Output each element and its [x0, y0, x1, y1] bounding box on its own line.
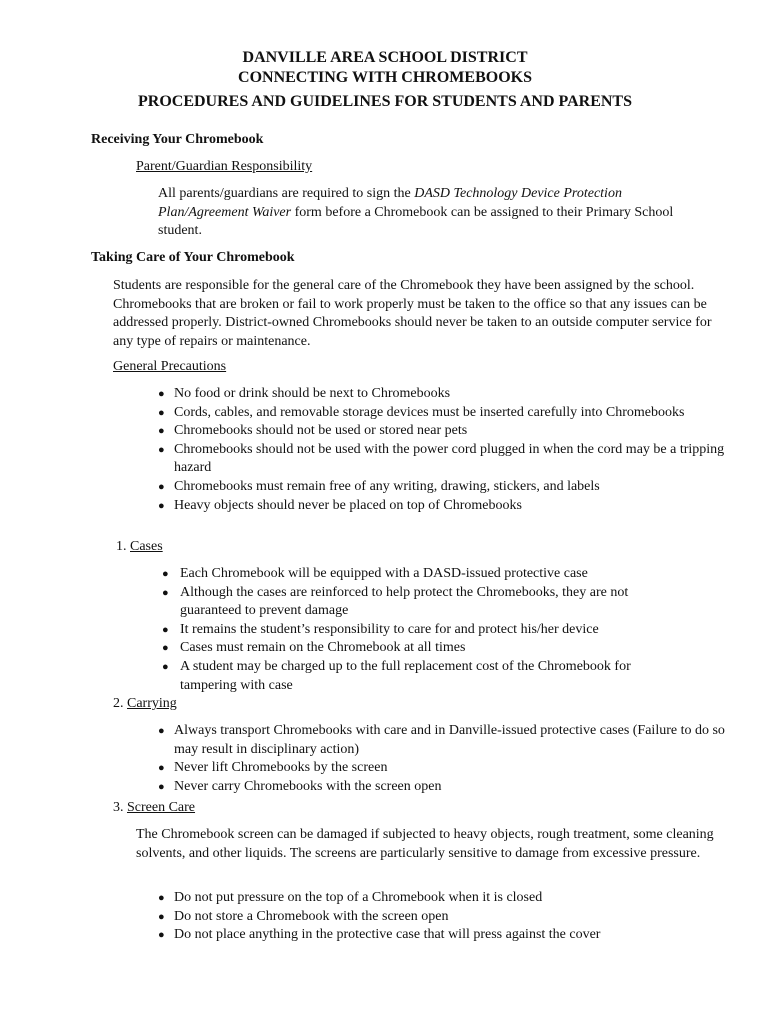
carrying-list — [152, 722, 727, 796]
section-number: 3. — [113, 800, 124, 815]
cases-list — [158, 565, 688, 695]
list-item: ● No food or drink should be next to Chromebooks — [152, 385, 727, 404]
district-title: DANVILLE AREA SCHOOL DISTRICT — [242, 49, 528, 66]
list-item: ● Always transport Chromebooks with care and in Danville-issued protective cases (Failure to do so may result in disciplinary action) — [152, 722, 727, 759]
care-paragraph: Students are responsible for the general care of the Chromebook they have been assigned by the school. Chromebooks that are broken or fail to work properly must be taken to the office so that any issues can be addressed properly. District-owned Chromebooks should never be taken to an outside computer service for any type of repairs or maintenance. — [113, 278, 712, 349]
section-title: Carrying — [127, 696, 177, 711]
screen-care-paragraph: The Chromebook screen can be damaged if subjected to heavy objects, rough treatment, some cleaning solvents, and other liquids. The screens are particularly sensitive to damage from excessive pressure. — [136, 827, 714, 861]
list-item: ● A student may be charged up to the full replacement cost of the Chromebook for tampering with case — [158, 658, 688, 695]
list-item: ● Chromebooks should not be used with the power cord plugged in when the cord may be a tripping hazard — [152, 441, 727, 478]
list-item: ● Cords, cables, and removable storage devices must be inserted carefully into Chromebooks — [152, 404, 727, 423]
precautions-subheading: General Precautions — [113, 359, 227, 374]
program-title: CONNECTING WITH CHROMEBOOKS — [238, 69, 532, 86]
section-title: Screen Care — [127, 800, 196, 815]
parent-text-start: All parents/guardians are required to sign the — [158, 186, 415, 201]
screen-care-heading — [113, 799, 195, 817]
section-number: 2. — [113, 696, 124, 711]
list-item: ● Heavy objects should never be placed on top of Chromebooks — [152, 497, 727, 516]
section-title: Cases — [130, 539, 163, 554]
list-item: ● It remains the student’s responsibility to care for and protect his/her device — [158, 621, 688, 640]
section-number: 1. — [116, 539, 127, 554]
list-item: ● Never carry Chromebooks with the screen open — [152, 778, 727, 797]
list-item: ● Each Chromebook will be equipped with a DASD-issued protective case — [158, 565, 688, 584]
parent-text-end: form before a Chromebook can be assigned to their Primary School student. — [158, 204, 674, 238]
list-item: ● Never lift Chromebooks by the screen — [152, 759, 727, 778]
list-item: ● Do not put pressure on the top of a Chromebook when it is closed — [152, 889, 727, 908]
list-item: ● Cases must remain on the Chromebook at all times — [158, 639, 688, 658]
list-item: ● Do not store a Chromebook with the screen open — [152, 908, 727, 927]
parent-responsibility-subheading: Parent/Guardian Responsibility — [136, 159, 313, 174]
list-item: ● Do not place anything in the protective case that will press against the cover — [152, 926, 727, 945]
list-item: ● Chromebooks should not be used or stored near pets — [152, 422, 727, 441]
care-heading: Taking Care of Your Chromebook — [91, 250, 295, 265]
list-item: ● Chromebooks must remain free of any writing, drawing, stickers, and labels — [152, 478, 727, 497]
precautions-list — [152, 385, 727, 515]
waiver-form-name: DASD Technology Device Protection Plan/Agreement Waiver — [158, 186, 622, 220]
screen-care-list — [152, 889, 727, 945]
receiving-heading: Receiving Your Chromebook — [91, 132, 264, 147]
cases-heading — [116, 538, 163, 556]
carrying-heading — [113, 695, 177, 713]
document-title: PROCEDURES AND GUIDELINES FOR STUDENTS AND PARENTS — [137, 93, 632, 110]
list-item: ● Although the cases are reinforced to help protect the Chromebooks, they are not guaranteed to prevent damage — [158, 584, 688, 621]
parent-responsibility-text — [158, 185, 678, 241]
